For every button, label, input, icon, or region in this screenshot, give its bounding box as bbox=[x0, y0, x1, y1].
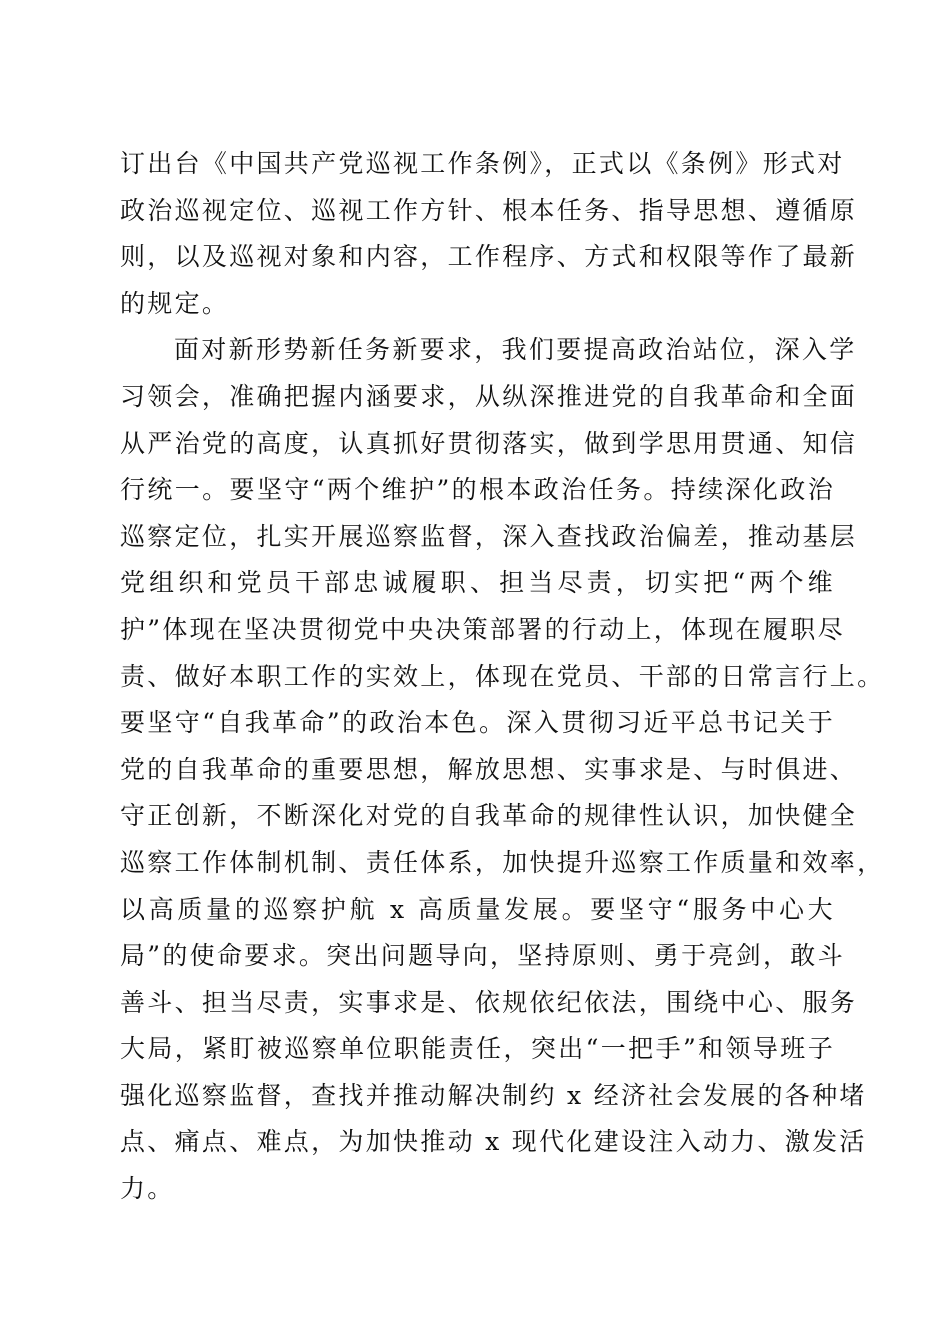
text-line: 护”体现在坚决贯彻党中央决策部署的行动上，体现在履职尽 bbox=[120, 614, 845, 644]
text-line: 以高质量的巡察护航 x 高质量发展。要坚守“服务中心大 bbox=[120, 894, 835, 924]
text-line: 行统一。要坚守“两个维护”的根本政治任务。持续深化政治 bbox=[120, 475, 835, 505]
text-line: 守正创新，不断深化对党的自我革命的规律性认识，加快健全 bbox=[120, 801, 858, 831]
text-line: 巡察定位，扎实开展巡察监督，深入查找政治偏差，推动基层 bbox=[120, 521, 858, 551]
text-line: 大局，紧盯被巡察单位职能责任，突出“一把手”和领导班子 bbox=[120, 1034, 835, 1064]
text-line: 党组织和党员干部忠诚履职、担当尽责，切实把“两个维 bbox=[120, 568, 835, 598]
body-text bbox=[120, 141, 885, 1213]
text-line: 订出台《中国共产党巡视工作条例》，正式以《条例》形式对 bbox=[120, 149, 845, 178]
paragraph-continuation bbox=[120, 141, 858, 327]
text-line: 的规定。 bbox=[120, 288, 230, 318]
text-line: 强化巡察监督，查找并推动解决制约 x 经济社会发展的各种堵 bbox=[120, 1080, 867, 1110]
text-line: 点、痛点、难点，为加快推动 x 现代化建设注入动力、激发活 bbox=[120, 1127, 867, 1157]
text-line: 局”的使命要求。突出问题导向，坚持原则、勇于亮剑，敢斗 bbox=[120, 941, 845, 971]
text-line: 政治巡视定位、巡视工作方针、根本任务、指导思想、遵循原 bbox=[120, 195, 858, 225]
text-line: 习领会，准确把握内涵要求，从纵深推进党的自我革命和全面 bbox=[120, 381, 858, 411]
text-line: 面对新形势新任务新要求，我们要提高政治站位，深入学 bbox=[174, 335, 857, 365]
text-line: 力。 bbox=[120, 1174, 175, 1204]
text-line: 善斗、担当尽责，实事求是、依规依纪依法，围绕中心、服务 bbox=[120, 987, 858, 1017]
text-line: 要坚守“自我革命”的政治本色。深入贯彻习近平总书记关于 bbox=[120, 708, 835, 738]
text-line: 巡察工作体制机制、责任体系，加快提升巡察工作质量和效率， bbox=[120, 847, 885, 877]
text-line: 党的自我革命的重要思想，解放思想、实事求是、与时俱进、 bbox=[120, 754, 858, 784]
paragraph-main bbox=[120, 327, 885, 1212]
text-line: 责、做好本职工作的实效上，体现在党员、干部的日常言行上。 bbox=[120, 661, 885, 691]
text-line: 则，以及巡视对象和内容，工作程序、方式和权限等作了最新 bbox=[120, 242, 858, 272]
text-line: 从严治党的高度，认真抓好贯彻落实，做到学思用贯通、知信 bbox=[120, 428, 858, 458]
